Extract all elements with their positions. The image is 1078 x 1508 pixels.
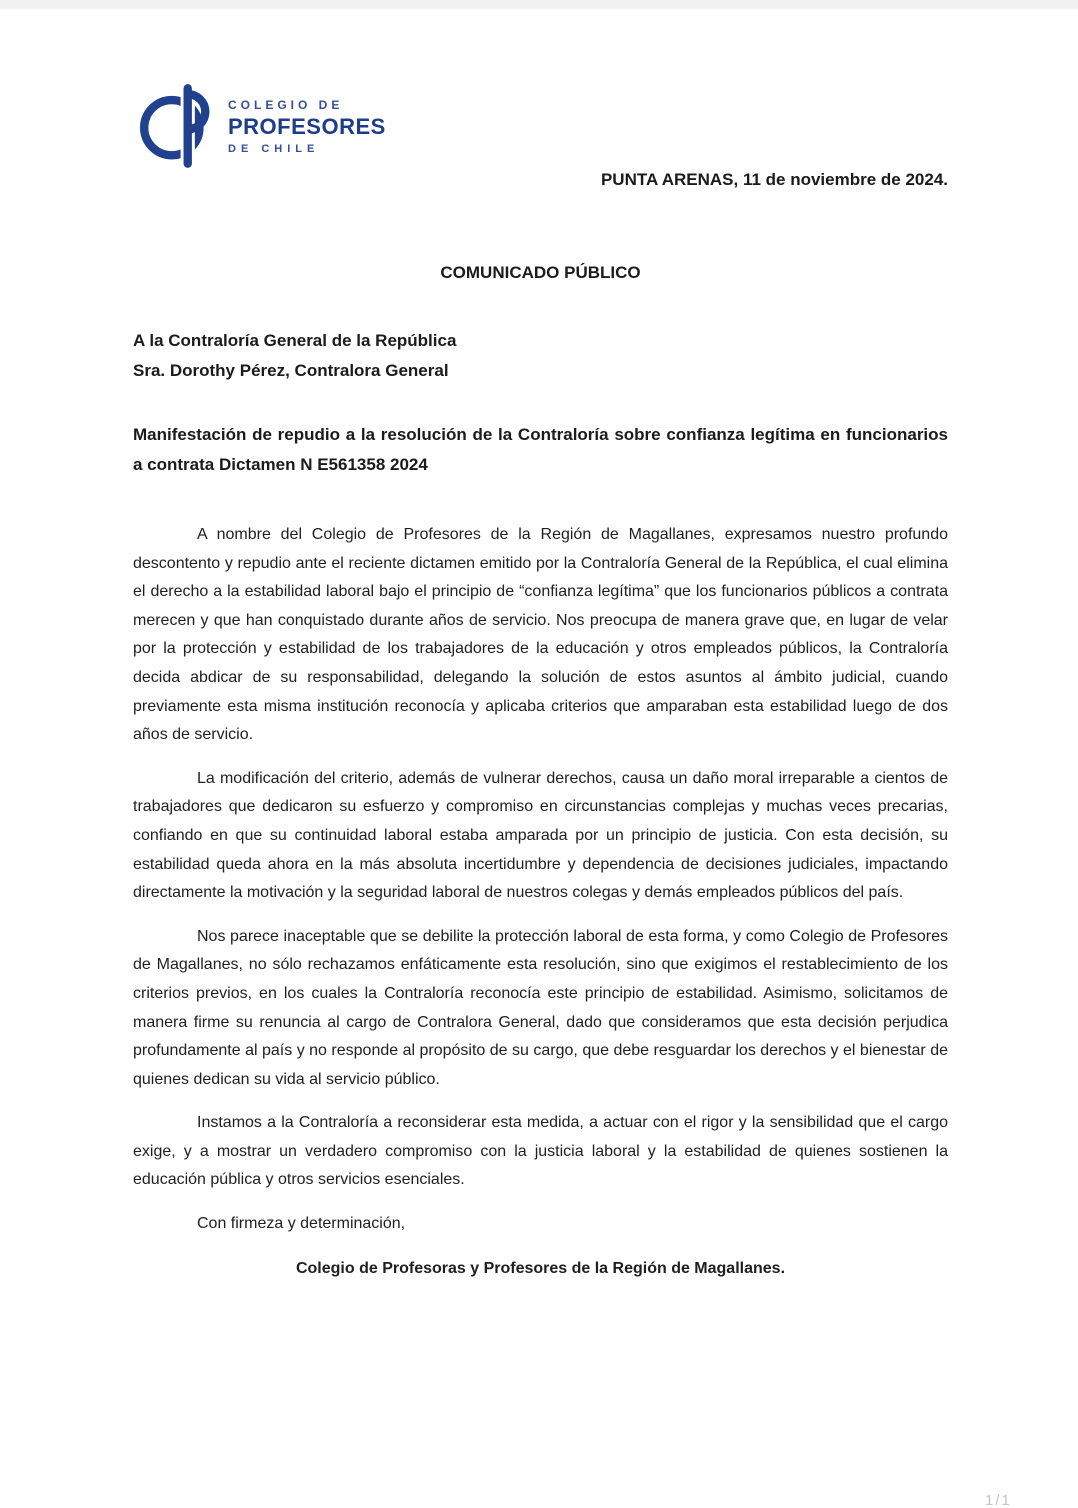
- dateline: PUNTA ARENAS, 11 de noviembre de 2024.: [600, 170, 948, 189]
- body-paragraph-1: A nombre del Colegio de Profesores de la Región de Magallanes, expresamos nuestro profundo descontento y repudio ante el reciente dictamen emitido por la Contraloría General de la República, el cual elimina el derecho a la estabilidad laboral bajo el principio de “confianza legítima” que los funcionarios públicos a contrata merecen y que han conquistado durante años de servicio. Nos preocupa de manera grave que, en lugar de velar por la protección y estabilidad de los trabajadores de la educación y otros empleados públicos, la Contraloría decida abdicar de su responsabilidad, delegando la solución de estos asuntos al ámbito judicial, cuando previamente esta misma institución reconocía y aplicaba criterios que amparaban esta estabilidad luego de dos años de servicio.: [133, 526, 948, 744]
- body-paragraph-4: Instamos a la Contraloría a reconsiderar esta medida, a actuar con el rigor y la sensibilidad que el cargo exige, y a mostrar un verdadero compromiso con la justicia laboral y la estabilidad de quienes sostienen la educación pública y otros servicios esenciales.: [133, 1114, 948, 1189]
- addressee-block: [133, 326, 948, 385]
- logo-line-profesores: PROFESORES: [228, 113, 386, 139]
- body-paragraph-3: Nos parece inaceptable que se debilite la protección laboral de esta forma, y como Colegio de Profesores de Magallanes, no sólo rechazamos enfáticamente esta resolución, sino que exigimos el restablecimiento de los criterios previos, en los cuales la Contraloría reconocía este principio de estabilidad. Asimismo, solicitamos de manera firme su renuncia al cargo de Contralora General, dado que consideramos que esta decisión perjudica profundamente al país y no responde al propósito de su cargo, que debe resguardar los derechos y el bienestar de quienes dedican su vida al servicio público.: [133, 927, 948, 1088]
- addressee-line-institution: A la Contraloría General de la República: [133, 331, 457, 350]
- letter-body: [133, 521, 948, 1298]
- logo: [140, 84, 386, 168]
- closing-line: Con firmeza y determinación,: [197, 1215, 406, 1233]
- subject-line: Manifestación de repudio a la resolución de la Contraloría sobre confianza legítima en funcionarios a contrata Dictamen N E561358 2024: [133, 425, 948, 474]
- logo-line-de-chile: DE CHILE: [228, 142, 320, 155]
- body-paragraph-2: La modificación del criterio, además de vulnerar derechos, causa un daño moral irreparable a cientos de trabajadores que dedicaron su esfuerzo y compromiso en circunstancias complejas y muchas veces precarias, confiando en que su continuidad laboral estaba amparada por un principio de justicia. Con esta decisión, su estabilidad queda ahora en la más absoluta incertidumbre y dependencia de decisiones judiciales, impactando directamente la motivación y la seguridad laboral de nuestros colegas y demás empleados públicos del país.: [133, 769, 948, 902]
- top-edge-strip: [0, 0, 1078, 9]
- colegio-profesores-logo-icon: [140, 84, 212, 168]
- document-title: COMUNICADO PÚBLICO: [440, 263, 641, 283]
- addressee-line-person: Sra. Dorothy Pérez, Contralora General: [133, 360, 449, 380]
- logo-wordmark: [228, 98, 386, 155]
- page-number: 1/1: [985, 1492, 1012, 1508]
- logo-line-colegio-de: COLEGIO DE: [228, 97, 344, 112]
- signature-line: Colegio de Profesoras y Profesores de la Región de Magallanes.: [295, 1259, 786, 1277]
